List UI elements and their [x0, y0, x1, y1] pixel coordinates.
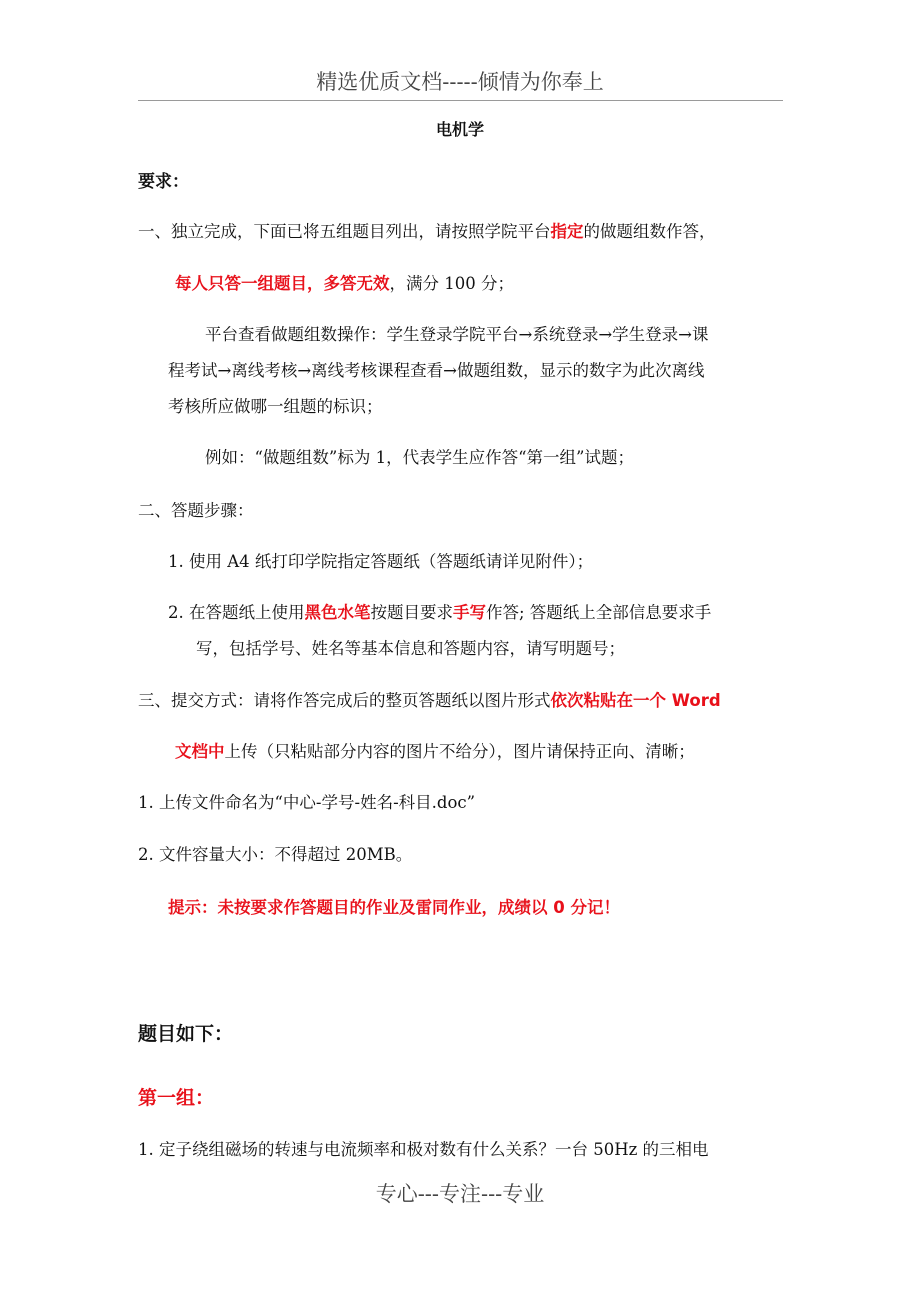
footer-text: 专心---专注---专业 — [375, 1182, 545, 1206]
platform-steps-line-2: 程考试→离线考核→离线考核课程查看→做题组数，显示的数字为此次离线 — [168, 361, 705, 380]
requirement-1-line-2 — [175, 272, 514, 296]
header-title: 精选优质文档-----倾情为你奉上 — [316, 70, 604, 94]
submission-line-1 — [138, 689, 721, 713]
example-line: 例如：“做题组数”标为 1，代表学生应作答“第一组”试题； — [205, 448, 634, 467]
questions-heading: 题目如下： — [138, 1023, 234, 1045]
text-span: ，满分 100 分； — [389, 274, 514, 293]
text-span: 一、独立完成，下面已将五组题目列出，请按照学院平台 — [138, 222, 551, 241]
file-naming: 1. 上传文件命名为“中心-学号-姓名-科目.doc” — [138, 793, 476, 812]
document-title: 电机学 — [435, 120, 484, 139]
highlight-one-group: 每人只答一组题目 — [175, 274, 307, 293]
text-span: 按题目要求 — [370, 603, 453, 622]
platform-steps-line-1: 平台查看做题组数操作：学生登录学院平台→系统登录→学生登录→课 — [205, 325, 709, 344]
text-span: ， — [307, 274, 324, 293]
header-divider — [138, 100, 783, 101]
highlight-in-document: 文档中 — [175, 742, 225, 761]
highlight-black-pen: 黑色水笔 — [304, 603, 371, 622]
highlight-designated: 指定 — [550, 222, 584, 241]
group-1-heading: 第一组： — [138, 1087, 215, 1109]
text-span: 三、提交方式：请将作答完成后的整页答题纸以图片形式 — [138, 691, 551, 710]
steps-heading: 二、答题步骤： — [138, 501, 254, 520]
step-2-line-2: 写，包括学号、姓名等基本信息和答题内容，请写明题号； — [196, 639, 625, 658]
submission-line-2 — [175, 740, 695, 764]
highlight-extra-invalid: 多答无效 — [323, 274, 390, 293]
text-span: 作答; 答题纸上全部信息要求手 — [486, 603, 712, 622]
highlight-paste-word: 依次粘贴在一个 Word — [550, 691, 721, 710]
file-size: 2. 文件容量大小：不得超过 20MB。 — [138, 845, 413, 864]
question-1: 1. 定子绕组磁场的转速与电流频率和极对数有什么关系？一台 50Hz 的三相电 — [138, 1140, 709, 1159]
step-1: 1. 使用 A4 纸打印学院指定答题纸（答题纸请详见附件）； — [168, 552, 594, 571]
step-2-line-1 — [168, 601, 711, 625]
highlight-handwrite: 手写 — [453, 603, 486, 622]
text-span: 上传（只粘贴部分内容的图片不给分），图片请保持正向、清晰； — [224, 742, 695, 761]
platform-steps-line-3: 考核所应做哪一组题的标识； — [168, 397, 383, 416]
text-span: 2. 在答题纸上使用 — [168, 603, 305, 622]
requirements-heading: 要求： — [138, 172, 189, 192]
requirement-1-line-1 — [138, 220, 716, 244]
text-span: 的做题组数作答， — [583, 222, 716, 241]
warning-note: 提示：未按要求作答题目的作业及雷同作业，成绩以 0 分记！ — [168, 898, 620, 917]
